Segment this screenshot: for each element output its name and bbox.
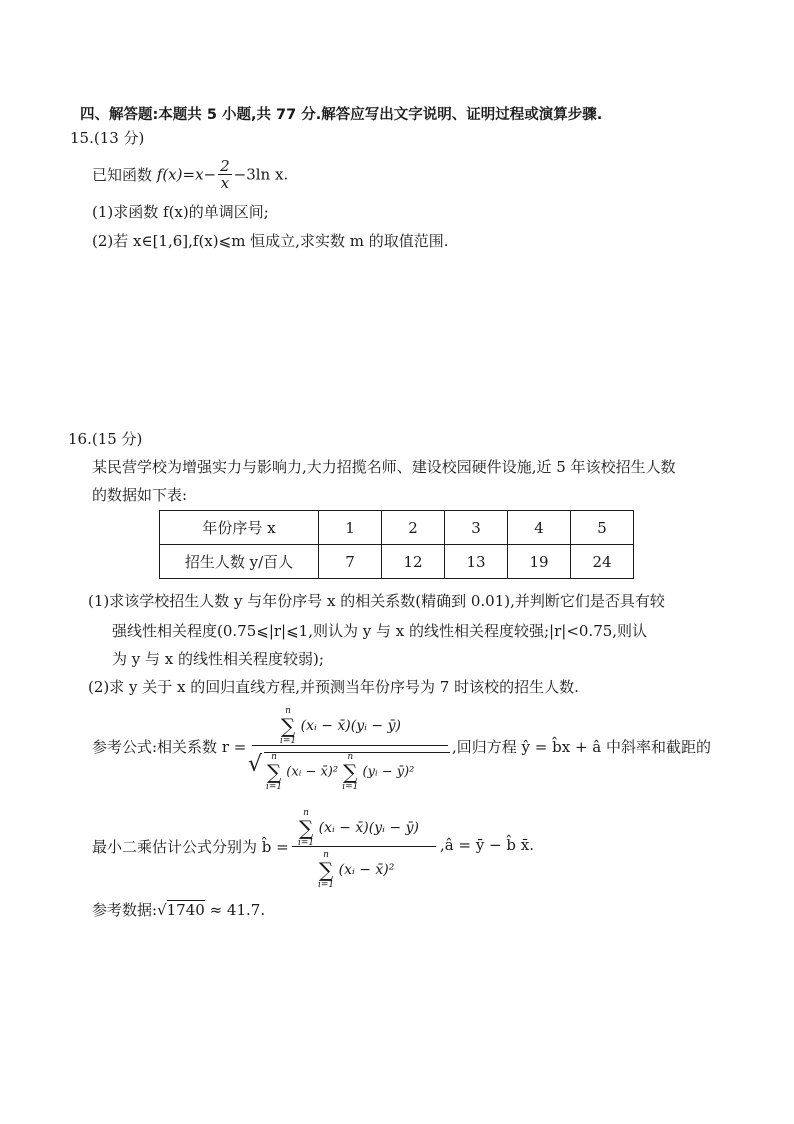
sum-upper: n [323, 850, 329, 860]
a-formula: ,â = ȳ − b̂ x̄. [440, 836, 534, 854]
q15-fraction [218, 158, 232, 191]
q16-part1-line2: 强线性相关程度(0.75⩽|r|⩽1,则认为 y 与 x 的线性相关程度较强;|r|<0.75,则认 [112, 622, 648, 640]
sum-symbol: n ∑ i=1 [280, 706, 297, 746]
table-header-year: 年份序号 x [160, 511, 319, 545]
r-den-a: (xᵢ − x̄)² [286, 764, 339, 780]
ref-data-value: ≈ 41.7. [209, 901, 266, 919]
table-row [160, 545, 634, 579]
r-den-b: (yᵢ − ȳ)² [362, 764, 415, 780]
reference-data [92, 899, 265, 920]
q15-intro [92, 158, 288, 198]
sum-upper: n [285, 706, 291, 716]
table-cell: 24 [571, 545, 634, 579]
sqrt-icon: √ [157, 901, 167, 919]
ref-data-prefix: 参考数据: [92, 901, 158, 919]
sum-symbol: n ∑ i=1 [266, 752, 283, 792]
ref-data-sqrt: 1740 [166, 901, 205, 919]
sum-upper: n [303, 808, 309, 818]
q16-part1-line1: (1)求该学校招生人数 y 与年份序号 x 的相关系数(精确到 0.01),并判断它们是否具有较 [88, 592, 665, 610]
sum-symbol: n ∑ i=1 [318, 850, 335, 890]
q16-intro-line1: 某民营学校为增强实力与影响力,大力招揽名师、建设校园硬件设施,近 5 年该校招生人数 [92, 458, 676, 476]
sum-lower: i=1 [342, 782, 359, 792]
section-header: 四、解答题:本题共 5 小题,共 77 分.解答应写出文字说明、证明过程或演算步骤. [80, 107, 603, 123]
table-header-enrollment: 招生人数 y/百人 [160, 545, 319, 579]
sum-symbol: n ∑ i=1 [298, 808, 315, 848]
sum-upper: n [271, 752, 277, 762]
table-cell: 19 [508, 545, 571, 579]
r-denominator [266, 752, 414, 792]
q16-intro-line2: 的数据如下表: [92, 486, 188, 504]
table-cell: 13 [445, 545, 508, 579]
table-cell: 5 [571, 511, 634, 545]
table-cell: 4 [508, 511, 571, 545]
sum-symbol: n ∑ i=1 [342, 752, 359, 792]
b-numerator [298, 808, 419, 848]
b-fraction-bar [292, 846, 436, 847]
r-num-expr: (xᵢ − x̄)(yᵢ − ȳ) [300, 718, 401, 734]
b-num-expr: (xᵢ − x̄)(yᵢ − ȳ) [318, 820, 419, 836]
sum-lower: i=1 [266, 782, 283, 792]
q15-part2: (2)若 x∈[1,6],f(x)⩽m 恒成立,求实数 m 的取值范围. [92, 232, 449, 250]
b-formula-prefix: 最小二乘估计公式分别为 b̂ = [92, 838, 289, 856]
q16-part1-line3: 为 y 与 x 的线性相关程度较弱); [112, 650, 324, 668]
table-cell: 12 [382, 545, 445, 579]
sum-lower: i=1 [318, 880, 335, 890]
q16-number: 16.(15 分) [68, 430, 143, 448]
q15-frac-den: x [220, 174, 230, 192]
table-cell: 1 [319, 511, 382, 545]
sum-lower: i=1 [280, 736, 297, 746]
table-cell: 3 [445, 511, 508, 545]
table-cell: 7 [319, 545, 382, 579]
formula-prefix: 参考公式:相关系数 r = [92, 738, 247, 756]
table-row [160, 511, 634, 545]
q15-frac-num: 2 [220, 157, 230, 175]
r-fraction-bar [252, 745, 448, 746]
b-denominator [318, 850, 394, 890]
table-cell: 2 [382, 511, 445, 545]
q16-part2: (2)求 y 关于 x 的回归直线方程,并预测当年份序号为 7 时该校的招生人数. [88, 678, 579, 696]
b-den-expr: (xᵢ − x̄)² [338, 862, 395, 878]
q15-intro-prefix: 已知函数 [92, 166, 157, 184]
sum-lower: i=1 [298, 838, 315, 848]
q15-function-tail: −3ln x. [233, 165, 289, 184]
sqrt-icon: √ [248, 752, 263, 777]
enrollment-table [159, 510, 634, 579]
formula-mid: ,回归方程 ŷ = b̂x + â 中斜率和截距的 [452, 738, 711, 756]
q15-part1: (1)求函数 f(x)的单调区间; [92, 203, 269, 221]
r-numerator [280, 706, 401, 746]
q15-number: 15.(13 分) [70, 129, 145, 147]
sum-upper: n [347, 752, 354, 762]
q15-function-head: f(x)=x− [156, 165, 217, 184]
